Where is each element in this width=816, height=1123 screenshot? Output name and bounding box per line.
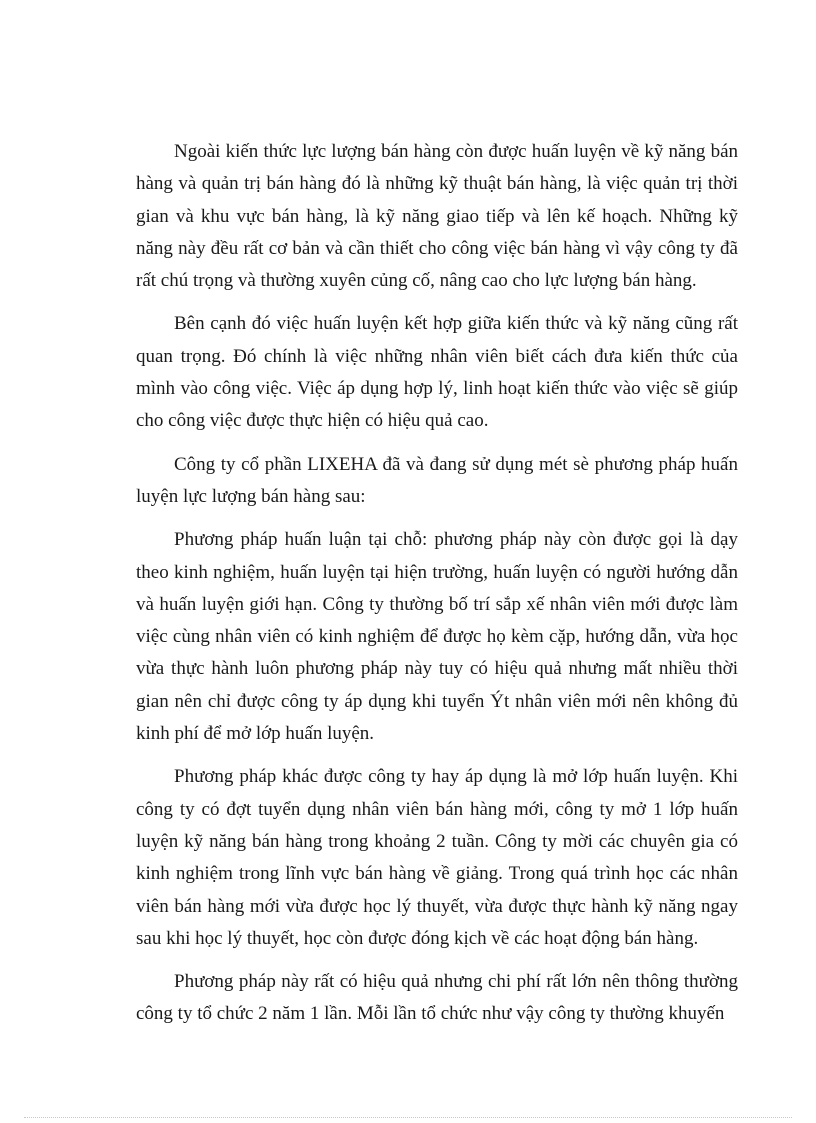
paragraph-cost-frequency: Phương pháp này rất có hiệu quả nhưng chi phí rất lớn nên thông thường công ty tổ chức 2 năm 1 lần. Mỗi lần tổ chức như vậy công ty thường khuyến: [136, 971, 738, 1025]
page-bottom-divider: [24, 1117, 792, 1118]
paragraph-training-methods-intro: Công ty cổ phần LIXEHA đã và đang sử dụng mét sè phương pháp huấn luyện lực lượng bán hàng sau:: [136, 453, 738, 507]
paragraph-training-class: Phương pháp khác được công ty hay áp dụng là mở lớp huấn luyện. Khi công ty có đợt tuyển dụng nhân viên bán hàng mới, công ty mở 1 lớp huấn luyện kỹ năng bán hàng trong khoảng 2 tuần. Công ty mời các chuyên gia có kinh nghiệm trong lĩnh vực bán hàng về giảng. Trong quá trình học các nhân viên bán hàng mới vừa được học lý thuyết, vừa được thực hành kỹ năng ngay sau khi học lý thuyết, học còn được đóng kịch về các hoạt động bán hàng.: [136, 766, 738, 949]
paragraph-knowledge-skills-combination: Bên cạnh đó việc huấn luyện kết hợp giữa kiến thức và kỹ năng cũng rất quan trọng. Đó chính là việc những nhân viên biết cách đưa kiến thức của mình vào công việc. Việc áp dụng hợp lý, linh hoạt kiến thức vào việc sẽ giúp cho công việc được thực hiện có hiệu quả cao.: [136, 313, 738, 432]
paragraph-on-the-job-training: Phương pháp huấn luận tại chỗ: phương pháp này còn được gọi là dạy theo kinh nghiệm, huấn luyện tại hiện trường, huấn luyện có người hướng dẫn và huấn luyện giới hạn. Công ty thường bố trí sắp xế nhân viên mới được làm việc cùng nhân viên có kinh nghiệm để được họ kèm cặp, hướng dẫn, vừa học vừa thực hành luôn phương pháp này tuy có hiệu quả nhưng mất nhiều thời gian nên chỉ được công ty áp dụng khi tuyển Ýt nhân viên mới nên không đủ kinh phí để mở lớp huấn luyện.: [136, 529, 738, 745]
paragraph-skills-training: Ngoài kiến thức lực lượng bán hàng còn được huấn luyện về kỹ năng bán hàng và quản trị bán hàng đó là những kỹ thuật bán hàng, là việc quản trị thời gian và khu vực bán hàng, là kỹ năng giao tiếp và lên kế hoạch. Những kỹ năng này đều rất cơ bản và cần thiết cho công việc bán hàng vì vậy công ty đã rất chú trọng và thường xuyên củng cố, nâng cao cho lực lượng bán hàng.: [136, 141, 738, 292]
document-body: [136, 136, 738, 1042]
